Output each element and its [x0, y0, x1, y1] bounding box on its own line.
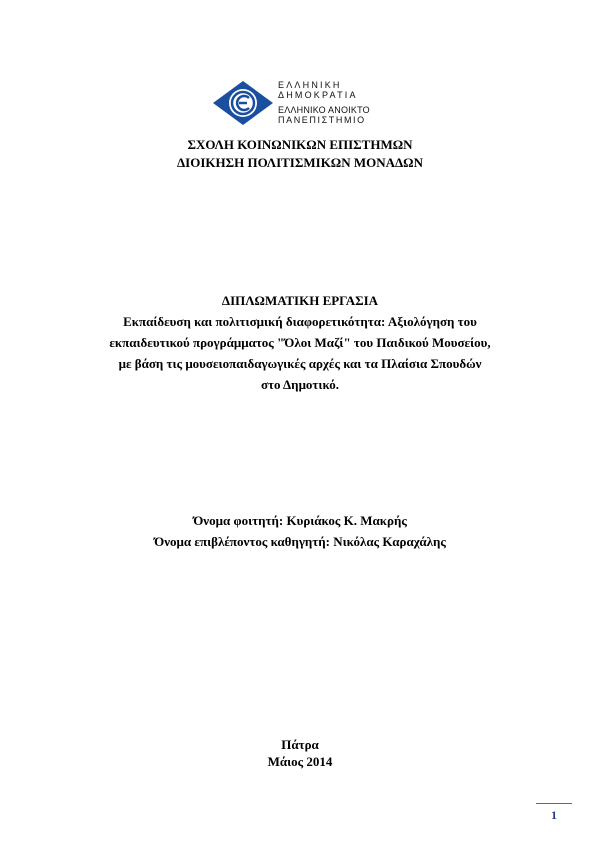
- school-block: [0, 136, 600, 172]
- logo-line-3: ΕΛΛΗΝΙΚΟ ΑΝΟΙΚΤΟ: [278, 105, 370, 115]
- student-name: Όνομα φοιτητή: Κυριάκος Κ. Μακρής: [193, 513, 407, 528]
- logo-line-2: ΔΗΜΟΚΡΑΤΙΑ: [278, 90, 358, 100]
- eap-emblem-icon: [212, 80, 274, 126]
- date: Μάιος 2014: [267, 754, 333, 769]
- names-block: [0, 510, 600, 552]
- school-name: ΣΧΟΛΗ ΚΟΙΝΩΝΙΚΩΝ ΕΠΙΣΤΗΜΩΝ: [187, 137, 413, 152]
- city: Πάτρα: [281, 737, 319, 752]
- program-name: ΔΙΟΙΚΗΣΗ ΠΟΛΙΤΙΣΜΙΚΩΝ ΜΟΝΑΔΩΝ: [177, 155, 423, 170]
- logo-line-1: ΕΛΛΗΝΙΚΗ: [278, 80, 342, 90]
- thesis-block: [0, 290, 600, 395]
- thesis-heading: ΔΙΠΛΩΜΑΤΙΚΗ ΕΡΓΑΣΙΑ: [221, 293, 379, 308]
- thesis-title-line-3: με βάση τις μουσειοπαιδαγωγικές αρχές και τα Πλαίσια Σπουδών: [118, 356, 482, 371]
- eap-logo: [212, 80, 412, 134]
- page-number: 1: [551, 808, 557, 822]
- thesis-title-line-4: στο Δημοτικό.: [260, 377, 340, 392]
- supervisor-name: Όνομα επιβλέποντος καθηγητή: Νικόλας Καραχάλης: [154, 534, 446, 549]
- logo-line-4: ΠΑΝΕΠΙΣΤΗΜΙΟ: [278, 115, 366, 125]
- thesis-title-line-2: εκπαιδευτικού προγράμματος "Όλοι Μαζί" του Παιδικού Μουσείου,: [109, 335, 491, 350]
- page-number-rule: [536, 803, 572, 804]
- thesis-title-line-1: Εκπαίδευση και πολιτισμική διαφορετικότητα: Αξιολόγηση του: [123, 314, 477, 329]
- eap-logo-text: [278, 80, 370, 125]
- place-date-block: [0, 736, 600, 770]
